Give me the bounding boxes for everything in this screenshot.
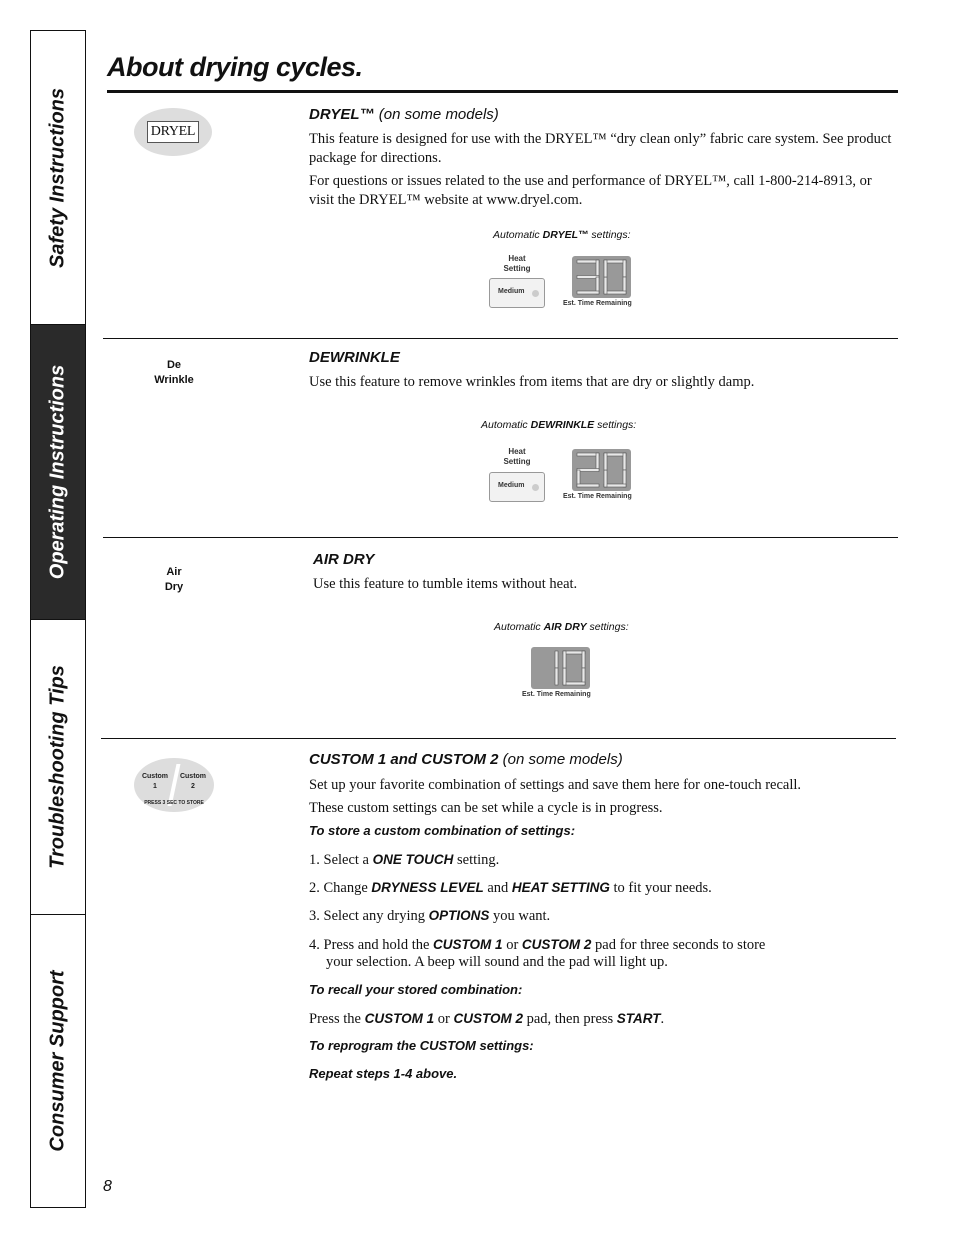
dewrinkle-time-display: [572, 449, 631, 491]
indicator-light-icon: [532, 290, 539, 297]
step-1: 1. Select a ONE TOUCH setting.: [309, 852, 500, 868]
lcd-segment: [604, 277, 607, 294]
dewrinkle-est-time-label: Est. Time Remaining: [563, 493, 632, 500]
lcd-segment: [604, 453, 607, 470]
tab-consumer-support[interactable]: Consumer Support: [46, 970, 69, 1152]
lcd-segment: [555, 651, 558, 668]
dryel-heat-setting-label: Heat Setting: [503, 254, 531, 273]
dryel-heading: DRYEL™ (on some models): [309, 106, 499, 123]
custom-paragraph-1: Set up your favorite combination of settings and save them here for one-touch recall.: [309, 777, 802, 793]
lcd-digits-icon: [572, 256, 631, 298]
dewrinkle-heat-setting-label: Heat Setting: [503, 447, 531, 466]
side-tabs: [30, 30, 86, 1208]
tab-troubleshooting-tips[interactable]: Troubleshooting Tips: [31, 620, 85, 915]
dryel-caption: Automatic DRYEL™ settings:: [493, 229, 631, 241]
reprogram-text: Repeat steps 1-4 above.: [309, 1066, 458, 1081]
title-rule: [107, 90, 898, 93]
step-4-continued: your selection. A beep will sound and the pad will light up.: [326, 954, 668, 970]
dryel-logo-text: DRYEL: [147, 121, 199, 143]
store-heading: To store a custom combination of settings:: [309, 823, 576, 838]
dewrinkle-paragraph: Use this feature to remove wrinkles from items that are dry or slightly damp.: [309, 374, 755, 390]
dewrinkle-caption: Automatic DEWRINKLE settings:: [481, 419, 637, 431]
lcd-segment: [596, 260, 599, 277]
lcd-segment: [555, 668, 558, 685]
lcd-digits-icon: [572, 449, 631, 491]
airdry-time-display: [531, 647, 590, 689]
dewrinkle-heading: DEWRINKLE: [309, 349, 400, 366]
dryel-paragraph-1: This feature is designed for use with the DRYEL™ “dry clean only” fabric care system. See product package for directions.: [309, 131, 892, 166]
dewrinkle-heat-medium-button: Medium: [489, 472, 545, 502]
dryel-paragraph-2: For questions or issues related to the use and performance of DRYEL™, call 1-800-214-8913, or visit the DRYEL™ website at www.dryel.com.: [309, 173, 872, 208]
custom-heading: CUSTOM 1 and CUSTOM 2 (on some models): [309, 751, 623, 768]
lcd-segment: [604, 470, 607, 487]
page-title: About drying cycles.: [107, 52, 363, 82]
dryel-heat-medium-button: Medium: [489, 278, 545, 308]
custom-2-button: Custom 2: [179, 773, 207, 790]
step-2: 2. Change DRYNESS LEVEL and HEAT SETTING to fit your needs.: [309, 880, 712, 896]
step-3: 3. Select any drying OPTIONS you want.: [309, 908, 551, 924]
lcd-segment: [623, 453, 626, 470]
recall-heading: To recall your stored combination:: [309, 982, 523, 997]
step-4: 4. Press and hold the CUSTOM 1 or CUSTOM 2 pad for three seconds to store: [309, 937, 766, 953]
airdry-caption: Automatic AIR DRY settings:: [494, 621, 629, 633]
custom-buttons-graphic: [134, 758, 214, 812]
airdry-button-label: Air Dry: [164, 566, 184, 593]
lcd-segment: [623, 260, 626, 277]
section-divider: [103, 338, 898, 339]
lcd-digits-icon: [531, 647, 590, 689]
lcd-segment: [577, 484, 599, 487]
indicator-light-icon: [532, 484, 539, 491]
lcd-segment: [563, 668, 566, 685]
page-number: 8: [103, 1178, 112, 1195]
section-divider: [101, 738, 896, 739]
lcd-segment: [604, 260, 607, 277]
press-to-store-label: PRESS 3 SEC TO STORE: [144, 800, 204, 806]
dryel-time-display: [572, 256, 631, 298]
lcd-segment: [596, 453, 599, 470]
airdry-paragraph: Use this feature to tumble items without heat.: [313, 576, 578, 592]
section-divider: [103, 537, 898, 538]
airdry-heading: AIR DRY: [313, 551, 375, 568]
lcd-segment: [577, 291, 599, 294]
lcd-segment: [563, 651, 566, 668]
reprogram-heading: To reprogram the CUSTOM settings:: [309, 1038, 534, 1053]
custom-paragraph-2: These custom settings can be set while a cycle is in progress.: [309, 800, 663, 816]
dewrinkle-button-label: De Wrinkle: [154, 359, 194, 386]
dryel-est-time-label: Est. Time Remaining: [563, 300, 632, 307]
recall-text: Press the CUSTOM 1 or CUSTOM 2 pad, then press START.: [309, 1011, 665, 1027]
custom-1-button: Custom 1: [141, 773, 169, 790]
tab-operating-instructions[interactable]: Operating Instructions: [31, 325, 85, 620]
tab-safety-instructions[interactable]: Safety Instructions: [31, 31, 85, 325]
airdry-est-time-label: Est. Time Remaining: [522, 691, 591, 698]
dryel-logo: [134, 108, 212, 156]
lcd-segment: [582, 651, 585, 668]
